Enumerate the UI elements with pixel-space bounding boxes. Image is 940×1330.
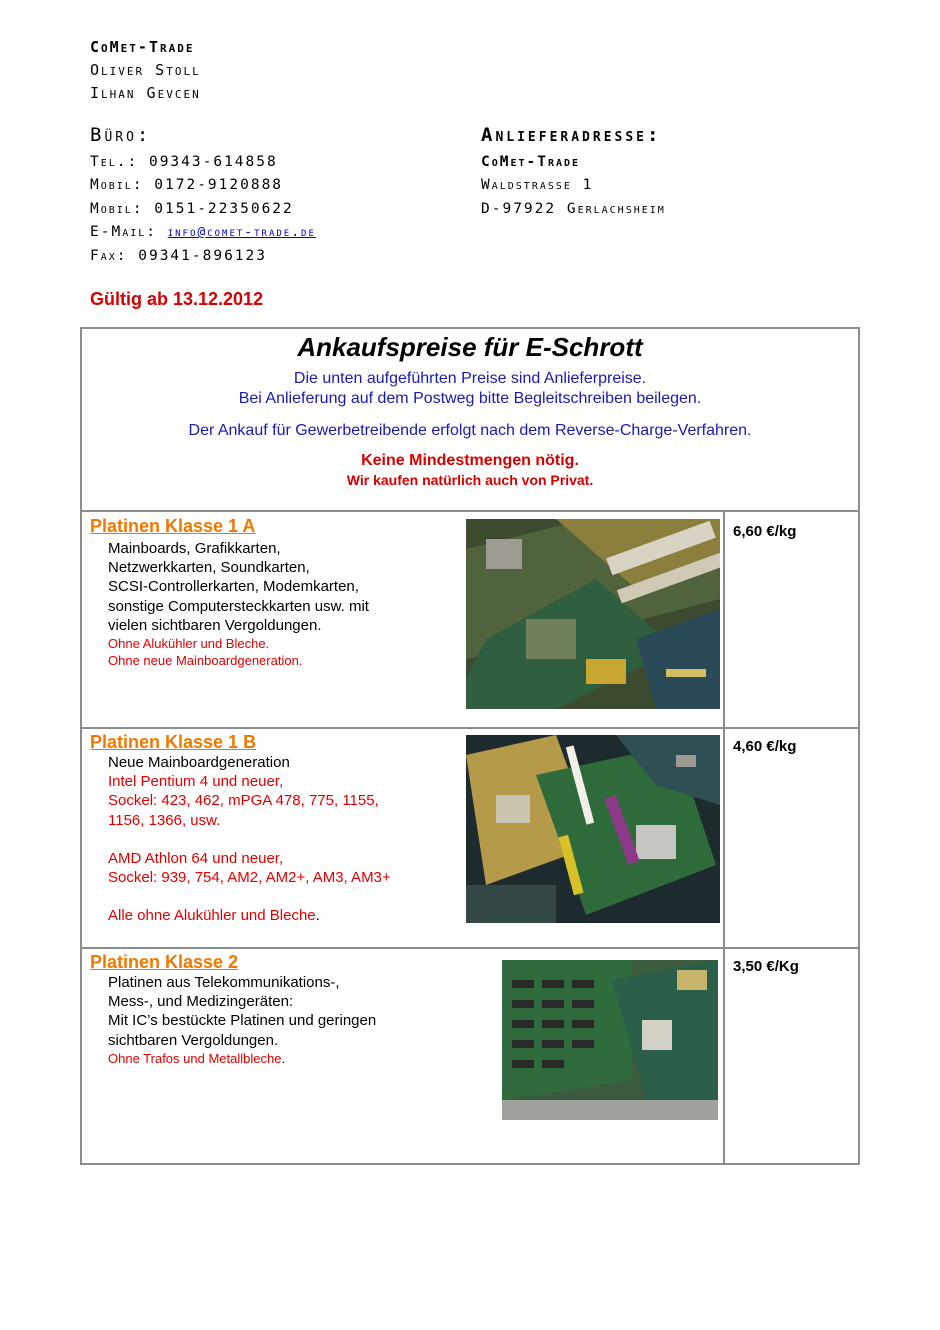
row-divider (82, 947, 858, 949)
desc-line: sonstige Computersteckkarten usw. mit (108, 597, 369, 615)
desc-line: Mess-, und Medizingeräten: (108, 993, 294, 1011)
desc-line: sichtbaren Vergoldungen. (108, 1031, 279, 1049)
desc-line: Mit IC’s bestückte Platinen und geringen (108, 1012, 377, 1030)
price-table (80, 327, 860, 1165)
intro-note: Die unten aufgeführten Preise sind Anlieferpreise. (293, 370, 647, 387)
category-title: Platinen Klasse 1 B (90, 732, 257, 752)
desc-line: Sockel: 423, 462, mPGA 478, 775, 1155, (108, 792, 379, 810)
desc-line: Platinen aus Telekommunikations-, (108, 974, 340, 991)
category-description (108, 973, 376, 1067)
delivery-heading: Anlieferadresse: (481, 124, 662, 146)
price-table-intro (82, 329, 858, 488)
note-text: Alle ohne Alukühler und Bleche (108, 907, 316, 925)
office-heading: Büro: (90, 124, 152, 146)
contact-person: Oliver Stoll (90, 61, 201, 79)
price-value: 4,60 €/kg (733, 738, 797, 755)
note-text: Ohne Trafos und Metallbleche (108, 1050, 282, 1066)
note-line: Ohne neue Mainboardgeneration. (108, 653, 303, 669)
category-title: Platinen Klasse 1 A (90, 516, 256, 536)
desc-line: Mainboards, Grafikkarten, (108, 540, 281, 557)
desc-line: AMD Athlon 64 und neuer, (108, 849, 284, 867)
phone-line: Tel.: 09343-614858 (90, 153, 278, 170)
contact-person: Ilhan Gevcen (90, 84, 201, 102)
mainboard-photo (466, 735, 720, 923)
desc-line: 1156, 1366, usw. (108, 811, 221, 829)
price-value: 6,60 €/kg (733, 523, 797, 540)
column-divider (723, 512, 725, 1163)
valid-from: Gültig ab 13.12.2012 (90, 289, 264, 309)
desc-line: SCSI-Controllerkarten, Modemkarten, (108, 578, 359, 596)
row-divider (82, 727, 858, 729)
email-line (90, 221, 316, 245)
note-line (108, 1050, 376, 1067)
category-description (108, 539, 369, 669)
fax-line: Fax: 09341-896123 (90, 247, 267, 264)
row-divider (82, 510, 858, 512)
delivery-street: Waldstrasse 1 (481, 177, 594, 193)
desc-line: Neue Mainboardgeneration (108, 754, 290, 771)
delivery-city: D-97922 Gerlachsheim (481, 200, 666, 217)
desc-line: Intel Pentium 4 und neuer, (108, 773, 284, 791)
highlight-note: Keine Mindestmengen nötig. (361, 452, 579, 469)
note-punct: . (281, 1050, 286, 1066)
company-name: CoMet-Trade (90, 38, 195, 56)
mobile-line: Mobil: 0172-9120888 (90, 177, 284, 193)
email-label: E-Mail: (90, 224, 168, 240)
price-list-title: Ankaufspreise für E-Schrott (297, 332, 643, 362)
note-line: Ohne Alukühler und Bleche. (108, 636, 270, 652)
category-title: Platinen Klasse 2 (90, 952, 239, 972)
delivery-block (481, 124, 666, 221)
sender-block (90, 36, 201, 105)
mobile-line: Mobil: 0151-22350622 (90, 200, 294, 217)
delivery-company: CoMet-Trade (481, 153, 581, 170)
telecom-board-photo (502, 960, 718, 1120)
note-punct: . (315, 907, 320, 925)
note-line (108, 906, 391, 925)
highlight-note: Wir kaufen natürlich auch von Privat. (346, 472, 594, 488)
category-description (108, 753, 391, 925)
price-value: 3,50 €/Kg (733, 958, 799, 975)
email-link[interactable]: info@comet-trade.de (167, 225, 316, 240)
office-block (90, 124, 316, 268)
intro-note: Der Ankauf für Gewerbetreibende erfolgt nach dem Reverse-Charge-Verfahren. (188, 422, 752, 439)
circuit-board-photo (466, 519, 720, 709)
desc-line: Netzwerkkarten, Soundkarten, (108, 559, 310, 577)
intro-note: Bei Anlieferung auf dem Postweg bitte Begleitschreiben beilegen. (238, 390, 702, 407)
desc-line: vielen sichtbaren Vergoldungen. (108, 616, 322, 634)
desc-line: Sockel: 939, 754, AM2, AM2+, AM3, AM3+ (108, 869, 391, 887)
